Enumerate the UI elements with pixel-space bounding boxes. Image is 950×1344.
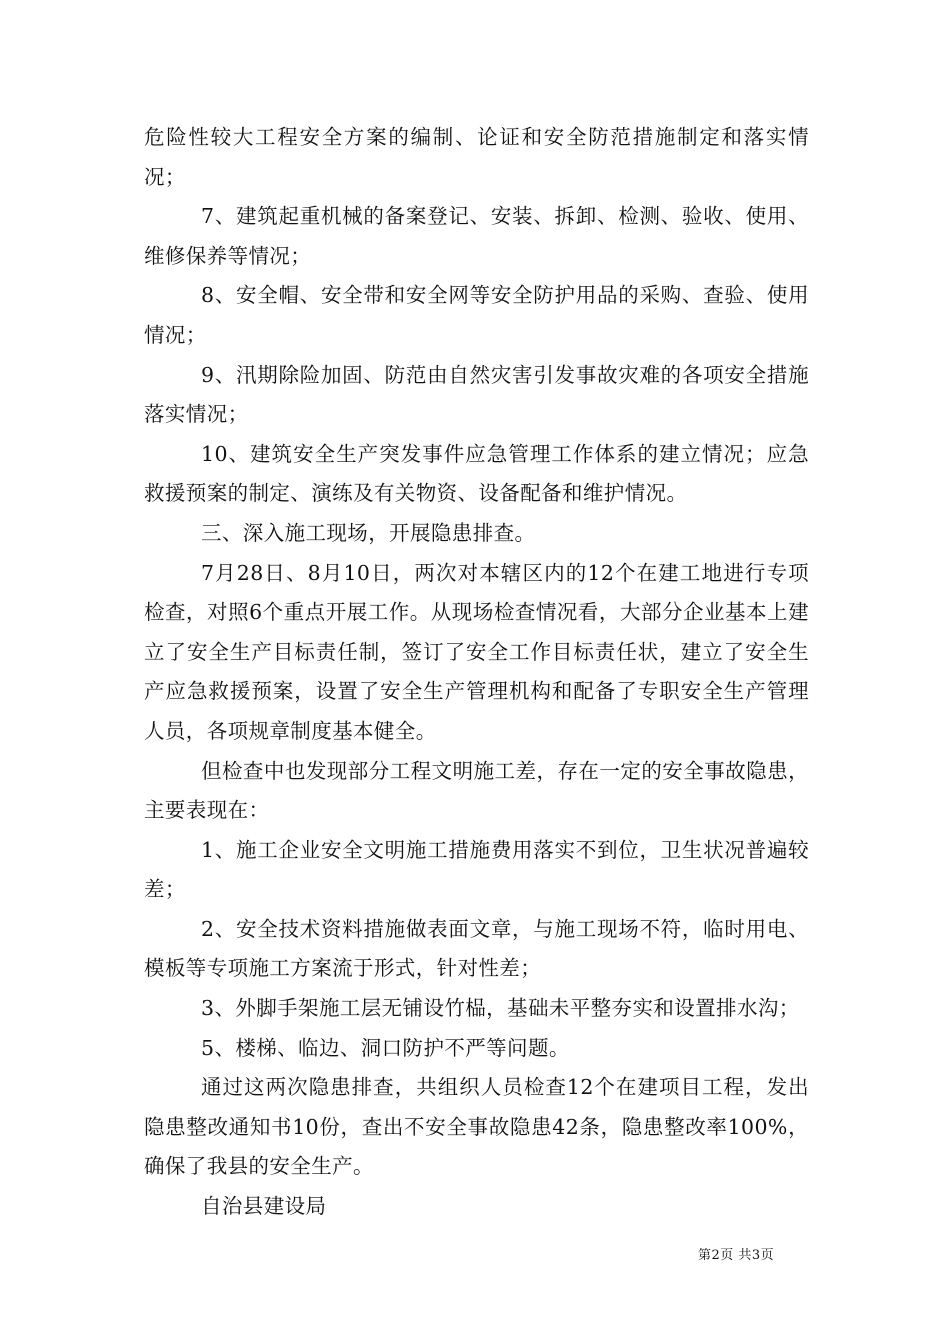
- paragraph-inspection: 7月28日、8月10日，两次对本辖区内的12个在建工地进行专项检查，对照6个重点开展工作。从现场检查情况看，大部分企业基本上建立了安全生产目标责任制，签订了安全工作目标责任状，建立了安全生产应急救援预案，设置了安全生产管理机构和配备了专职安全生产管理人员，各项规章制度基本健全。: [144, 560, 809, 743]
- paragraph-continuation: 危险性较大工程安全方案的编制、论证和安全防范措施制定和落实情况；: [144, 125, 809, 189]
- paragraph-finding-1: 1、施工企业安全文明施工措施费用落实不到位，卫生状况普遍较差；: [144, 837, 809, 902]
- paragraph-item-7: 7、建筑起重机械的备案登记、安装、拆卸、检测、验收、使用、维修保养等情况；: [144, 204, 809, 268]
- section-heading-3: 三、深入施工现场，开展隐患排查。: [201, 520, 536, 545]
- paragraph-item-9: 9、汛期除险加固、防范由自然灾害引发事故灾难的各项安全措施落实情况；: [144, 362, 809, 427]
- paragraph-finding-2: 2、安全技术资料措施做表面文章，与施工现场不符，临时用电、模板等专项施工方案流于形式，针对性差；: [144, 916, 809, 981]
- paragraph-item-8: 8、安全帽、安全带和安全网等安全防护用品的采购、查验、使用情况；: [144, 283, 809, 347]
- page-number-footer: 第2页 共3页: [698, 1248, 775, 1263]
- signature-organization: 自治县建设局: [201, 1194, 327, 1219]
- paragraph-finding-5: 5、楼梯、临边、洞口防护不严等问题。: [201, 1035, 570, 1060]
- document-body: [144, 118, 809, 1227]
- paragraph-summary: 通过这两次隐患排查，共组织人员检查12个在建项目工程，发出隐患整改通知书10份，查出不安全事故隐患42条，隐患整改率100%，确保了我县的安全生产。: [144, 1075, 809, 1179]
- paragraph-finding-3: 3、外脚手架施工层无铺设竹榀，基础未平整夯实和设置排水沟；: [201, 996, 800, 1021]
- paragraph-item-10: 10、建筑安全生产突发事件应急管理工作体系的建立情况；应急救援预案的制定、演练及有关物资、设备配备和维护情况。: [144, 441, 809, 506]
- paragraph-findings-intro: 但检查中也发现部分工程文明施工差，存在一定的安全事故隐患，主要表现在：: [144, 758, 809, 823]
